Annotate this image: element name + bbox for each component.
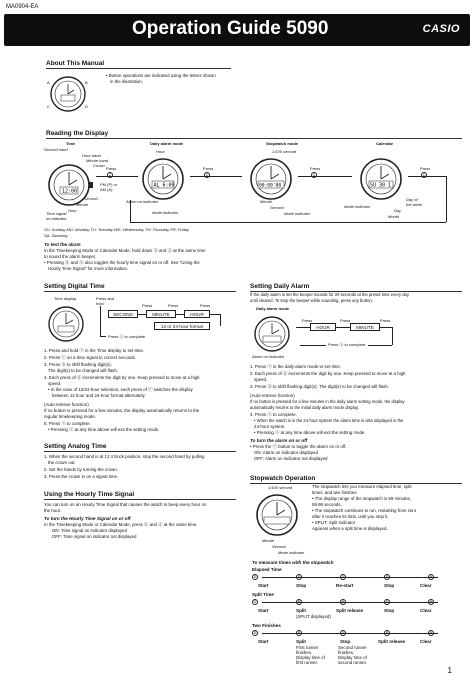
return-arrow-v xyxy=(446,176,447,222)
time-step-4: 4. Each press of ⓓ increments the digit by one. Keep pressed to move at a high xyxy=(44,375,200,380)
two-note-1: First runner xyxy=(296,645,319,650)
press-b-2: Press xyxy=(168,303,179,308)
sw-desc-5: • The stopwatch continues to run, restarting from zero xyxy=(312,508,417,513)
setting-time-heading: Setting Digital Time xyxy=(44,283,236,292)
sw-label-hundredth: 1/100 second xyxy=(268,485,293,490)
label-day: Day xyxy=(394,208,402,213)
label-the-week: the week xyxy=(406,202,423,207)
alarm-heading: Setting Daily Alarm xyxy=(250,283,462,292)
elapsed-step-2: Stop xyxy=(296,583,307,588)
alarm-intro-2: until cleared. To stop the beeper while sounding, press any button. xyxy=(250,298,373,303)
test-alarm-line-2: to sound the alarm beeper. xyxy=(44,254,97,259)
flow-arrow-1 xyxy=(138,314,146,315)
return-arrow-h1 xyxy=(408,176,446,177)
alarm-on-2: ON: Alarm on indicator displayed xyxy=(254,450,318,455)
doc-code: MA0904-EA xyxy=(6,4,39,10)
two-btn-2: B xyxy=(297,631,301,635)
time-step-2: 2. Press ⓒ on a time signal to correct seconds. xyxy=(44,355,136,360)
elapsed-btn-4: D xyxy=(385,575,389,579)
hourly-line-1: In the Timekeeping Mode or Calendar Mode, press ⓑ and ⓓ at the same time. xyxy=(44,522,198,527)
sw-elapsed-line xyxy=(262,577,438,578)
press-c-2: Press xyxy=(203,166,214,171)
two-btn-1: D xyxy=(253,631,257,635)
arrow-time-to-alarm xyxy=(96,176,138,177)
days-legend-2: SA: Saturday xyxy=(44,233,68,238)
elapsed-step-3: Re-start xyxy=(336,583,354,588)
split-btn-4: D xyxy=(385,600,389,604)
days-legend-1: SU: Sunday MO: Monday TU: Tuesday WE: Wednesday TH: Thursday FR: Friday xyxy=(44,227,190,232)
elapsed-btn-1: D xyxy=(253,575,257,579)
mode-calendar-label: Calendar xyxy=(376,141,394,146)
label-minute-sw: Minute xyxy=(260,199,273,204)
label-hour: Hour xyxy=(68,208,77,213)
sw-desc-1: The stopwatch lets you measure elapsed time, split xyxy=(312,484,412,489)
label-mode-indicator-sw: Mode indicator xyxy=(284,211,311,216)
format-box: 12 or 24-hour format xyxy=(154,322,210,330)
svg-text:AL 6:00: AL 6:00 xyxy=(153,182,175,189)
alarm-press-2: Press xyxy=(340,318,351,323)
alarm-flow-arrow-2 xyxy=(336,327,350,328)
alarm-flow-arrow-1 xyxy=(296,327,310,328)
two-step-5: Clear xyxy=(420,639,432,644)
time-step-1: 1. Press and hold ⓐ in the Time display to set time. xyxy=(44,348,145,353)
sw-label-mode-indicator: Mode indicator xyxy=(278,550,305,555)
label-second: Second xyxy=(84,196,98,201)
arrow-alarm-to-stopwatch xyxy=(190,176,242,177)
split-btn-5: B xyxy=(429,600,433,604)
alarm-flow-arrow-3 xyxy=(380,327,392,328)
button-c-icon-4: C xyxy=(422,173,426,177)
title-banner xyxy=(4,14,470,46)
svg-text:A: A xyxy=(47,80,50,85)
test-alarm-line-3: • Pressing ⓓ and ⓑ also toggles the hourly time signal on or off. See "Using the xyxy=(44,260,200,265)
return-arrow-v2 xyxy=(130,200,131,222)
alarm-step-4: 4. Press ⓐ to complete. xyxy=(250,412,297,417)
two-step-1: Start xyxy=(258,639,269,644)
sw-desc-8: Appears when a split time is displayed. xyxy=(312,526,388,531)
sw-measure-head: To measure times with the stopwatch xyxy=(252,560,334,565)
flow-arrow-6 xyxy=(100,336,106,337)
press-b-1: Press xyxy=(142,303,153,308)
about-bullet-cont: in the illustration. xyxy=(110,79,143,84)
label-on-indicator: on indicator xyxy=(46,216,67,221)
alarm-step-4b: • When the watch is in the 24-hour system the alarm time is also displayed in the xyxy=(254,418,404,423)
watch-time-display xyxy=(44,160,94,210)
split-btn-3: B xyxy=(341,600,345,604)
label-month: Month xyxy=(388,214,400,219)
label-second-sw: Second xyxy=(270,205,284,210)
label-minute: Minute xyxy=(76,202,89,207)
alarm-step-2b: speed. xyxy=(254,377,268,382)
flow-arrow-4 xyxy=(220,314,221,326)
alarm-auto-1: If no button is pressed for a few minutes in the daily alarm setting mode, the display xyxy=(250,399,405,404)
time-step-4b: speed. xyxy=(48,381,62,386)
split-step-4: Stop xyxy=(384,608,395,613)
alarm-press-3: Press xyxy=(380,318,391,323)
press-and-label: Press and xyxy=(96,296,115,301)
test-alarm-line-1: In the Timekeeping Mode or Calendar Mode, hold down ⓑ and ⓓ at the same time xyxy=(44,248,206,253)
press-b-3: Press xyxy=(200,303,211,308)
arrow-stopwatch-to-calendar xyxy=(298,176,352,177)
label-pm-am: PM (P) or xyxy=(100,182,118,187)
sw-elapsed-title: Elapsed Time xyxy=(252,567,282,572)
label-hundredth: 1/100 second xyxy=(272,149,297,154)
split-step-5: Clear xyxy=(420,608,432,613)
button-c-icon-3: C xyxy=(312,173,316,177)
hourly-heading: Using the Hourly Time Signal xyxy=(44,491,236,500)
stopwatch-heading: Stopwatch Operation xyxy=(250,475,462,484)
label-second-hand: Second hand xyxy=(44,147,68,152)
watch-setting-time xyxy=(44,302,88,346)
alarm-press-1: Press xyxy=(302,318,313,323)
press-a-complete: Press ⓐ to complete. xyxy=(108,334,147,339)
alarm-on-1: • Press the ⓒ button to toggle the alarm on or off. xyxy=(250,444,347,449)
flow-arrow-2 xyxy=(176,314,184,315)
flow-second-box: SECOND xyxy=(108,310,138,318)
label-mode-indicator: Mode indicator xyxy=(152,210,179,215)
svg-text:SU 30 1: SU 30 1 xyxy=(370,182,392,189)
lcd-time: 12:00 xyxy=(62,188,78,195)
brand-logo: CASIO xyxy=(422,23,460,35)
svg-text:B: B xyxy=(85,80,88,85)
hourly-intro-1: You can turn on an Hourly Time Signal that causes the watch to beep every hour on xyxy=(44,502,207,507)
alarm-step-2: 2. Each press of ⓓ increments the digit by one. Keep pressed to move at a high xyxy=(250,371,406,376)
alarm-flow-minute: MINUTE xyxy=(350,323,380,331)
two-note-3: Display time of xyxy=(296,655,325,660)
button-c-icon: C xyxy=(108,173,112,177)
time-step-5b: • Pressing ⓐ at any time above will exit the setting mode. xyxy=(48,427,160,432)
sw-split-title: Split Time xyxy=(252,592,274,597)
svg-text:C: C xyxy=(47,104,50,109)
sw-label-second: Second xyxy=(272,544,286,549)
split-step-2: Split xyxy=(296,608,306,613)
alarm-on-indicator-label: Alarm on indicator xyxy=(252,354,285,359)
mode-time-label: Time xyxy=(66,141,76,146)
alarm-on-3: OFF: Alarm on indicator not displayed xyxy=(254,456,328,461)
hourly-line-3: OFF: Time signal on indicator not displayed xyxy=(52,534,137,539)
elapsed-step-5: Clear xyxy=(420,583,432,588)
analog-step-1: 1. When the second hand is at 12 o'clock position, stop the second hand by pulling xyxy=(44,454,205,459)
two-note-6: finishes. xyxy=(338,650,355,655)
time-auto-head: (Auto-retrieve function) xyxy=(44,402,89,407)
elapsed-btn-2: D xyxy=(297,575,301,579)
sw-label-minute: Minute xyxy=(262,538,275,543)
alarm-step-1: 1. Press ⓐ in the daily alarm mode to set time. xyxy=(250,364,342,369)
sw-desc-3: • The display range of the stopwatch is 59 minutes, xyxy=(312,496,412,501)
sw-desc-4: 59.99 seconds. xyxy=(312,502,342,507)
test-alarm-line-4: Hourly Time Signal" for more information. xyxy=(48,266,129,271)
time-step-5: 5. Press ⓐ to complete. xyxy=(44,421,91,426)
elapsed-step-1: Start xyxy=(258,583,269,588)
page-title: Operation Guide 5090 xyxy=(132,18,329,39)
about-heading: About This Manual xyxy=(46,60,231,69)
press-c-3: Press xyxy=(310,166,321,171)
sw-split-line xyxy=(262,602,438,603)
time-step-3: 3. Press ⓑ to shift flashing digit(s). xyxy=(44,362,112,367)
hourly-line-2: ON: Time signal on indicator displayed xyxy=(52,528,127,533)
daily-alarm-mode-label: Daily alarm mode xyxy=(256,306,290,311)
two-note-7: Display time of xyxy=(338,655,367,660)
two-step-3: Stop xyxy=(340,639,351,644)
svg-text:00:00'00: 00:00'00 xyxy=(259,183,282,189)
two-btn-4: B xyxy=(385,631,389,635)
watch-stopwatch xyxy=(252,490,302,540)
two-btn-5: B xyxy=(429,631,433,635)
alarm-flow-hour: HOUR xyxy=(310,323,336,331)
two-note-5: Second runner xyxy=(338,645,367,650)
sw-desc-7: • SPLIT: Split indicator xyxy=(312,520,356,525)
label-hour-hand: Hour hand xyxy=(82,153,101,158)
svg-text:D: D xyxy=(85,104,88,109)
label-alarm-on-ind: Alarm on indicator xyxy=(126,199,159,204)
split-btn-1: D xyxy=(253,600,257,604)
label-minute-hand: Minute hand xyxy=(86,158,109,163)
two-step-2: Split xyxy=(296,639,306,644)
elapsed-btn-3: D xyxy=(341,575,345,579)
sw-two-title: Two Finishes xyxy=(252,623,281,628)
label-time-signal: Time signal xyxy=(46,211,67,216)
split-btn-2: B xyxy=(297,600,301,604)
alarm-step-4c: 24-hour system. xyxy=(254,424,286,429)
alarm-auto-head: (Auto-retrieve function) xyxy=(250,393,295,398)
button-c-icon-2: C xyxy=(205,173,209,177)
time-display-label: Time display xyxy=(54,296,77,301)
flow-arrow-3 xyxy=(210,314,220,315)
analog-step-3: 3. Press the crown in on a signal time. xyxy=(44,474,119,479)
flow-arrow-5 xyxy=(100,306,101,336)
watch-stopwatch-display xyxy=(246,154,296,204)
two-step-4: Split release xyxy=(378,639,406,644)
mode-alarm-label: Daily alarm mode xyxy=(150,141,184,146)
analog-step-2: 2. Set the hands by turning the crown. xyxy=(44,467,118,472)
press-c-1: Press xyxy=(106,166,117,171)
two-note-2: finishes. xyxy=(296,650,313,655)
time-auto-2: regular timekeeping mode. xyxy=(44,414,96,419)
alarm-intro-1: If the daily alarm is set the beeper sounds for 20 seconds at the preset time every day xyxy=(250,292,409,297)
analog-heading: Setting Analog Time xyxy=(44,443,236,452)
page-number: 1 xyxy=(447,666,452,675)
two-btn-3: D xyxy=(341,631,345,635)
alarm-flow-arrow-4 xyxy=(392,327,393,345)
test-alarm-heading: To test the alarm xyxy=(44,242,81,247)
time-step-4c: • In the case of 12/24-hour selection, each press of ⓒ switches the display xyxy=(48,387,193,392)
watch-calendar-display xyxy=(356,154,406,204)
watch-illustration-about xyxy=(46,72,90,116)
label-crown: Crown xyxy=(93,163,105,168)
sw-two-line xyxy=(262,633,438,634)
alarm-auto-2: automatically returns to the initial daily alarm mode display. xyxy=(250,405,360,410)
label-day-of: Day of xyxy=(406,197,418,202)
flow-minute-box: MINUTE xyxy=(146,310,176,318)
watch-daily-alarm xyxy=(250,312,294,356)
label-mode-indicator-cal: Mode indicator xyxy=(344,204,371,209)
two-note-4: first runner. xyxy=(296,660,318,665)
elapsed-step-4: Stop xyxy=(384,583,395,588)
sw-desc-6: after it reaches its limit, until you stop it. xyxy=(312,514,389,519)
flow-hour-box: HOUR xyxy=(184,310,210,318)
watch-alarm-display xyxy=(138,154,188,204)
hourly-sub: To turn the Hourly Time Signal on or off xyxy=(44,516,131,521)
analog-step-1b: the crown out. xyxy=(48,460,76,465)
alarm-sub: To turn the alarm on or off xyxy=(250,438,308,443)
elapsed-btn-5: B xyxy=(429,575,433,579)
hourly-intro-2: the hour. xyxy=(44,508,62,513)
press-hold-label: hold xyxy=(96,301,104,306)
reading-heading: Reading the Display xyxy=(46,130,462,139)
split-note: (SPLIT displayed) xyxy=(296,614,331,619)
label-hour-top: Hour xyxy=(156,149,165,154)
time-step-4d: between 12 hour and 24-hour format alternately. xyxy=(52,393,146,398)
time-auto-1: If no button is pressed for a few minutes, the display automatically returns to the xyxy=(44,408,200,413)
mode-stopwatch-label: Stopwatch mode xyxy=(266,141,299,146)
time-step-3b: The digit(s) to be changed will flash. xyxy=(48,368,119,373)
label-pm-am-2: AM (A) xyxy=(100,187,113,192)
sw-desc-2: times, and two finishes. xyxy=(312,490,358,495)
alarm-step-3: 3. Press ⓑ to shift flashing digit(s). The digit(s) to be changed will flash. xyxy=(250,384,390,389)
split-step-1: Start xyxy=(258,608,269,613)
about-bullet: • Button operations are indicated using the letters shown xyxy=(106,73,216,78)
alarm-press-complete: Press ⓐ to complete. xyxy=(328,342,367,347)
press-c-4: Press xyxy=(420,166,431,171)
alarm-step-4d: • Pressing ⓐ at any time above will exit the setting mode. xyxy=(254,430,366,435)
two-note-8: second runner. xyxy=(338,660,368,665)
return-arrow-h2 xyxy=(130,222,446,223)
split-step-3: Split release xyxy=(336,608,364,613)
